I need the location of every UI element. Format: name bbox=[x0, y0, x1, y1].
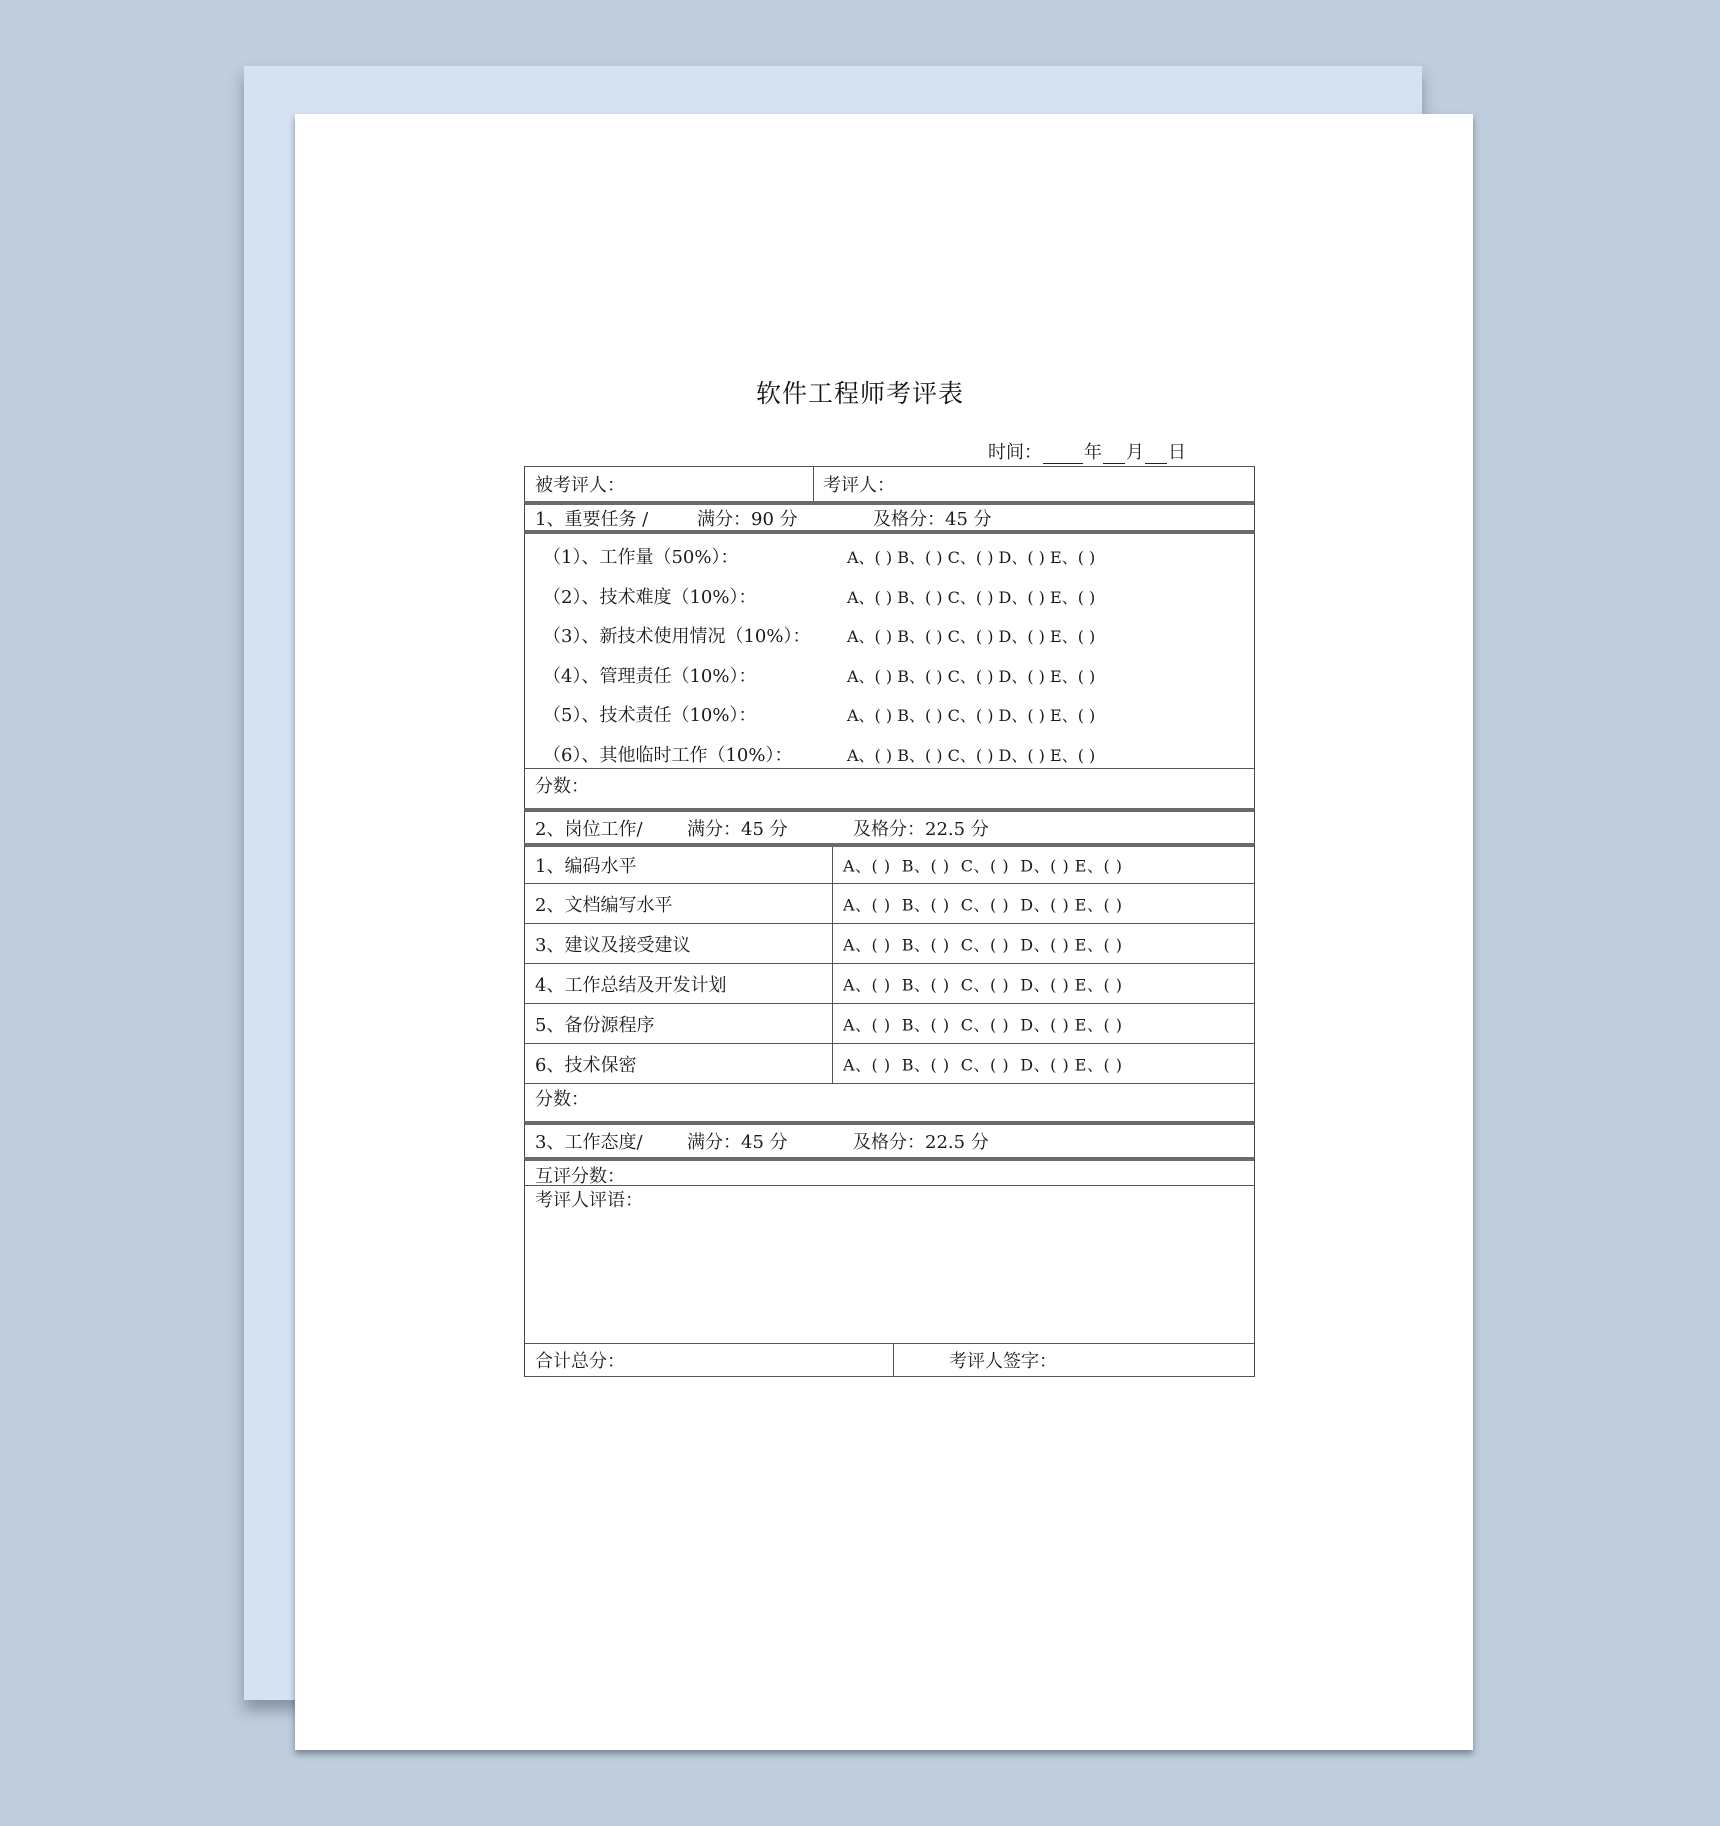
column-divider bbox=[832, 924, 833, 963]
evaluatee-label: 被考评人： bbox=[535, 475, 625, 496]
section1-title: 1、重要任务 / bbox=[535, 508, 649, 530]
item-label: 6、技术保密 bbox=[535, 1054, 637, 1076]
comments-row[interactable] bbox=[524, 1185, 1255, 1343]
item-label: （3）、新技术使用情况（10%）： bbox=[543, 626, 811, 647]
section3-title: 3、工作态度/ bbox=[535, 1132, 643, 1153]
item-label: （5）、技术责任（10%）： bbox=[543, 705, 757, 726]
rating-options[interactable]: A、( ) B、( ) C、( ) D、( ) E、( ) bbox=[847, 587, 1096, 607]
page-title: 软件工程师考评表 bbox=[755, 379, 964, 408]
list-item bbox=[543, 657, 1243, 697]
column-divider bbox=[893, 1344, 894, 1376]
day-label: 日 bbox=[1168, 442, 1186, 463]
section1-score-label: 分数： bbox=[535, 776, 589, 797]
item-label: 3、建议及接受建议 bbox=[535, 934, 691, 956]
year-label: 年 bbox=[1084, 442, 1102, 463]
table-row bbox=[524, 923, 1255, 963]
table-row bbox=[524, 1003, 1255, 1043]
section2-score-label: 分数： bbox=[535, 1089, 589, 1110]
table-row bbox=[524, 963, 1255, 1003]
table-row bbox=[524, 883, 1255, 923]
section1-header bbox=[524, 501, 1255, 530]
signature-label: 考评人签字： bbox=[949, 1351, 1057, 1372]
column-divider bbox=[813, 467, 814, 501]
rating-options[interactable]: A、( ) B、( ) C、( ) D、( ) E、( ) bbox=[847, 548, 1096, 567]
list-item bbox=[543, 538, 1243, 578]
list-item bbox=[543, 617, 1243, 657]
rating-options[interactable]: A、( ) B、( ) C、( ) D、( ) E、( ) bbox=[847, 706, 1096, 725]
rating-options[interactable]: A、( ) B、( ) C、( ) D、( ) E、( ) bbox=[843, 856, 1123, 876]
column-divider bbox=[832, 1004, 833, 1043]
peer-score-row[interactable] bbox=[524, 1157, 1255, 1185]
evaluation-table bbox=[524, 466, 1255, 1377]
item-label: （6）、其他临时工作（10%）： bbox=[543, 744, 793, 766]
rating-options[interactable]: A、( ) B、( ) C、( ) D、( ) E、( ) bbox=[843, 935, 1123, 954]
column-divider bbox=[832, 964, 833, 1003]
column-divider bbox=[832, 847, 833, 883]
total-row bbox=[524, 1343, 1255, 1377]
section1-item-list bbox=[543, 538, 1243, 775]
item-label: （2）、技术难度（10%）： bbox=[543, 586, 757, 608]
section2-pass-score: 及格分：22.5 分 bbox=[853, 818, 989, 840]
item-label: （1）、工作量（50%）： bbox=[543, 547, 739, 568]
list-item bbox=[543, 578, 1243, 618]
section3-header bbox=[524, 1121, 1255, 1157]
table-row bbox=[524, 843, 1255, 883]
peer-score-label: 互评分数： bbox=[535, 1166, 625, 1187]
section1-score-row[interactable] bbox=[524, 768, 1255, 808]
section2-header bbox=[524, 808, 1255, 843]
names-row bbox=[524, 466, 1255, 501]
section1-full-score: 满分：90 分 bbox=[697, 508, 798, 530]
section2-full-score: 满分：45 分 bbox=[687, 818, 788, 840]
rating-options[interactable]: A、( ) B、( ) C、( ) D、( ) E、( ) bbox=[843, 1055, 1123, 1074]
item-label: 1、编码水平 bbox=[535, 856, 637, 877]
day-field[interactable] bbox=[1145, 445, 1167, 464]
section2-title: 2、岗位工作/ bbox=[535, 818, 643, 840]
total-score-label: 合计总分： bbox=[535, 1351, 625, 1372]
item-label: 4、工作总结及开发计划 bbox=[535, 974, 727, 996]
month-field[interactable] bbox=[1103, 445, 1125, 464]
rating-options[interactable]: A、( ) B、( ) C、( ) D、( ) E、( ) bbox=[843, 895, 1123, 914]
rating-options[interactable]: A、( ) B、( ) C、( ) D、( ) E、( ) bbox=[847, 666, 1096, 686]
date-line bbox=[988, 438, 1186, 464]
list-item bbox=[543, 696, 1243, 736]
rating-options[interactable]: A、( ) B、( ) C、( ) D、( ) E、( ) bbox=[843, 975, 1123, 994]
date-label: 时间： bbox=[988, 442, 1042, 463]
item-label: （4）、管理责任（10%）： bbox=[543, 665, 757, 687]
section3-pass-score: 及格分：22.5 分 bbox=[853, 1132, 989, 1153]
table-row bbox=[524, 1043, 1255, 1083]
month-label: 月 bbox=[1126, 442, 1144, 463]
section2-score-row[interactable] bbox=[524, 1083, 1255, 1121]
comments-label: 考评人评语： bbox=[535, 1190, 643, 1211]
rating-options[interactable]: A、( ) B、( ) C、( ) D、( ) E、( ) bbox=[847, 627, 1096, 646]
section1-items bbox=[524, 530, 1255, 768]
evaluator-label: 考评人： bbox=[823, 475, 895, 496]
item-label: 2、文档编写水平 bbox=[535, 894, 673, 916]
rating-options[interactable]: A、( ) B、( ) C、( ) D、( ) E、( ) bbox=[847, 745, 1096, 765]
section1-pass-score: 及格分：45 分 bbox=[873, 508, 992, 530]
section3-full-score: 满分：45 分 bbox=[687, 1132, 788, 1153]
rating-options[interactable]: A、( ) B、( ) C、( ) D、( ) E、( ) bbox=[843, 1015, 1123, 1034]
year-field[interactable] bbox=[1043, 445, 1083, 464]
column-divider bbox=[832, 1044, 833, 1083]
item-label: 5、备份源程序 bbox=[535, 1014, 655, 1036]
column-divider bbox=[832, 884, 833, 923]
